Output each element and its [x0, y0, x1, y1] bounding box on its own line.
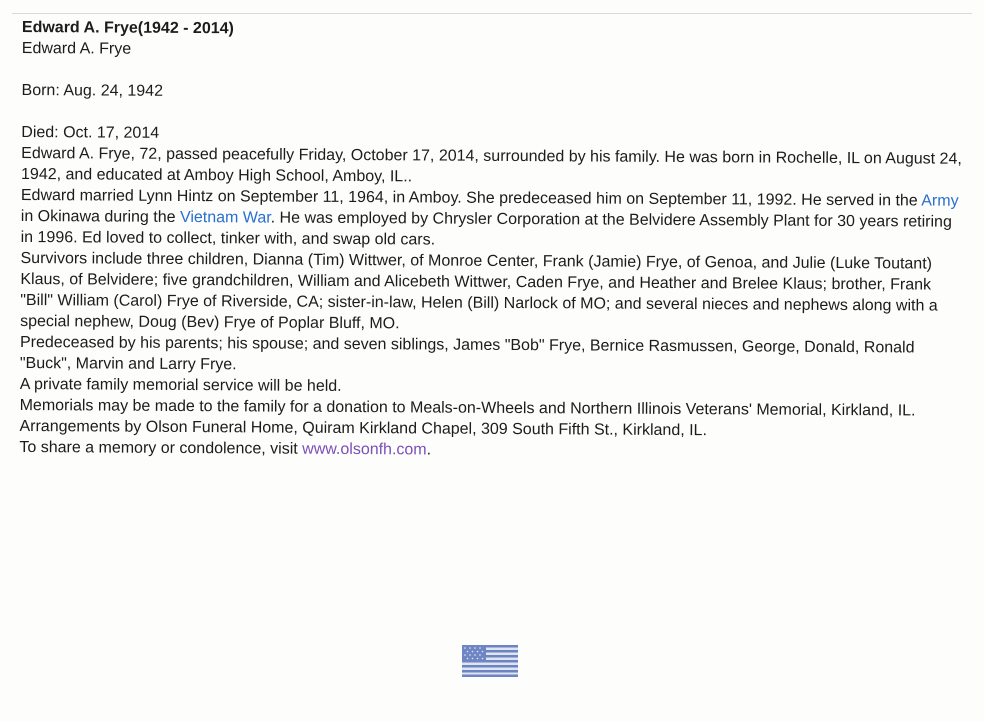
paragraph-predeceased: Predeceased by his parents; his spouse; and seven siblings, James "Bob" Frye, Bernice Rasmussen, George, Donald, Ronald "Buck", Marvin and Larry Frye. — [19, 333, 915, 374]
paragraph-survivors: Survivors include three children, Dianna (Tim) Wittwer, of Monroe Center, Frank (Jamie) Frye, of Genoa, and Julie (Luke Toutant) Klaus, of Belvidere; five grandchildren, William and Alicebeth Wittwer, Caden Frye, and Heather and Brelee Klaus; brother, Frank "Bill" William (Carol) Frye of Riverside, CA; sister-in-law, Helen (Bill) Narlock of MO; and several nieces and nephews along with a special nephew, Doug (Bev) Frye of Poplar Bluff, MO. — [20, 249, 938, 333]
paragraph-text: To share a memory or condolence, visit — [19, 438, 303, 458]
paragraph-intro: Edward A. Frye, 72, passed peacefully Friday, October 17, 2014, surrounded by his family. He was born in Rochelle, IL on August 24, 1942, and educated at Amboy High School, Amboy, IL.. — [20, 144, 962, 186]
paragraph-text: . He was employed by Chrysler Corporation at the Belvidere Assembly Plant for 30 years retiring in 1996. Ed loved to collect, tinker with, and swap old cars. — [20, 209, 952, 249]
funeral-home-website-link[interactable]: www.olsonfh.com — [302, 440, 427, 459]
top-divider — [12, 13, 972, 14]
paragraph-service: A private family memorial service will be held. — [19, 375, 342, 395]
paragraph-text: Edward married Lynn Hintz on September 11, 1964, in Amboy. She predeceased him on September 11, 1992. He served in the — [20, 186, 922, 210]
paragraph-memorials: Memorials may be made to the family for a donation to Meals-on-Wheels and Northern Illinois Veterans' Memorial, Kirkland, IL. — [19, 396, 916, 420]
paragraph-text: in Okinawa during the — [20, 207, 181, 226]
born-date: Born: Aug. 24, 1942 — [21, 81, 164, 100]
american-flag-icon — [462, 645, 518, 677]
vietnam-war-link[interactable]: Vietnam War — [179, 208, 271, 227]
deceased-name: Edward A. Frye — [21, 39, 132, 58]
paragraph-arrangements: Arrangements by Olson Funeral Home, Quiram Kirkland Chapel, 309 South Fifth St., Kirkland, IL. — [19, 417, 707, 440]
paragraph-condolence — [19, 437, 964, 464]
paragraph-marriage-career — [21, 185, 966, 254]
obituary-document — [19, 18, 972, 464]
paragraph-text: . — [426, 441, 432, 459]
obituary-title: Edward A. Frye(1942 - 2014) — [21, 18, 234, 38]
army-link[interactable]: Army — [921, 192, 959, 210]
died-date: Died: Oct. 17, 2014 — [21, 123, 160, 142]
